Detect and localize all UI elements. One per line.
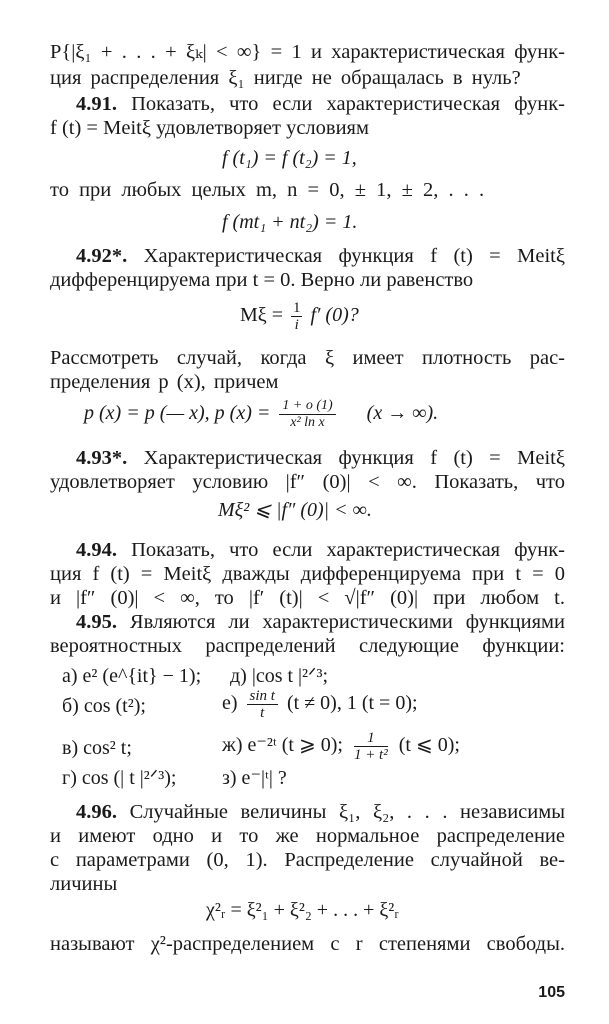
- problem-4-91-first-line: [76, 92, 565, 116]
- eq-rhs: f′ (0)?: [310, 304, 359, 327]
- text-line: Рассмотреть случай, когда ξ имеет плотность рас-: [50, 347, 565, 369]
- numerator: sin t: [247, 688, 278, 705]
- problem-4-92-first-line: [76, 244, 565, 268]
- option-e: [222, 688, 418, 721]
- problem-number: 4.94.: [76, 539, 117, 561]
- text-line: личины: [50, 873, 118, 895]
- fraction: [354, 730, 388, 763]
- text-line: ция f (t) = Meitξ дважды дифференцируема при t = 0: [50, 563, 565, 585]
- text-line: с параметрами (0, 1). Распределение случайной ве-: [50, 849, 565, 871]
- text-line: то при любых целых m, n = 0, ± 1, ± 2, . . .: [50, 179, 485, 201]
- text: Показать, что если характеристическая функ-: [131, 539, 565, 561]
- equation: [84, 398, 438, 431]
- equation: χ²ᵣ = ξ²₁ + ξ²₂ + . . . + ξ²ᵣ: [206, 899, 399, 921]
- denominator: x² ln x: [290, 415, 325, 430]
- page-number: 105: [538, 984, 565, 1001]
- text-line: P{|ξ₁ + . . . + ξₖ| < ∞} = 1 и характеристическая функ-: [50, 41, 565, 63]
- problem-4-96-first-line: [76, 800, 565, 824]
- text-line: называют χ²-распределением с r степенями свободы.: [50, 933, 565, 955]
- text: Показать, что если характеристическая функ-: [131, 93, 565, 115]
- option-z: з) e⁻|ᵗ| ?: [222, 767, 287, 789]
- text-line: удовлетворяет условию |f″ (0)| < ∞. Показать, что: [50, 471, 565, 493]
- text: Случайные величины ξ₁, ξ₂, . . . независимы: [129, 801, 565, 823]
- text: Характеристическая функция f (t) = Meitξ: [143, 447, 565, 469]
- fraction: [291, 300, 303, 333]
- option-rest: (t ≠ 0), 1 (t = 0);: [286, 692, 418, 715]
- problem-number: 4.93*.: [76, 447, 128, 469]
- numerator: 1: [292, 300, 301, 316]
- text-line: ция распределения ξ₁ нигде не обращалась в нуль?: [50, 67, 521, 89]
- problem-number: 4.95.: [76, 611, 117, 633]
- text: Являются ли характеристическими функциями: [129, 611, 565, 633]
- text-line: пределения p (x), причем: [50, 371, 279, 393]
- equation: f (mt₁ + nt₂) = 1.: [222, 211, 358, 233]
- problem-4-95-first-line: [76, 610, 565, 634]
- numerator: 1: [354, 730, 388, 747]
- text-line: и имеют одно и то же нормальное распределение: [50, 825, 565, 847]
- equation: f (t₁) = f (t₂) = 1,: [222, 147, 357, 169]
- option-b: б) cos (t²);: [62, 695, 146, 717]
- option-rest: (t ⩽ 0);: [398, 734, 460, 757]
- numerator: 1 + o (1): [279, 398, 335, 415]
- eq-rhs: (x → ∞).: [366, 402, 439, 425]
- text-line: дифференцируема при t = 0. Верно ли равенство: [50, 269, 474, 291]
- fraction: [247, 688, 278, 721]
- option-label: ж) e⁻²ᵗ (t ⩾ 0);: [222, 734, 343, 757]
- option-v: в) cos² t;: [62, 737, 132, 759]
- eq-lhs: p (x) = p (— x), p (x) =: [84, 402, 271, 425]
- text: Характеристическая функция f (t) = Meitξ: [143, 245, 565, 267]
- denominator: t: [260, 705, 265, 721]
- text-line: f (t) = Meitξ удовлетворяет условиям: [50, 117, 369, 139]
- problem-number: 4.92*.: [76, 245, 128, 267]
- text-line: вероятностных распределений следующие функции:: [50, 635, 565, 657]
- equation: Mξ² ⩽ |f″ (0)| < ∞.: [218, 499, 372, 521]
- problem-4-94-first-line: [76, 538, 565, 562]
- equation: [240, 300, 359, 333]
- problem-number: 4.96.: [76, 801, 117, 823]
- option-zh: [222, 730, 460, 763]
- denominator: 1 + t²: [353, 747, 388, 763]
- problem-4-93-first-line: [76, 446, 565, 470]
- option-label: е): [222, 692, 238, 715]
- problem-number: 4.91.: [76, 93, 117, 115]
- option-d: д) |cos t |²ᐟ³;: [230, 665, 329, 687]
- denominator: i: [294, 317, 299, 333]
- fraction: [279, 398, 335, 431]
- eq-lhs: Mξ =: [240, 304, 283, 327]
- option-a: а) e² (e^{it} − 1);: [62, 665, 202, 687]
- text-line: и |f″ (0)| < ∞, то |f′ (t)| < √|f″ (0)| при любом t.: [50, 587, 565, 609]
- option-g: г) cos (| t |²ᐟ³);: [62, 767, 177, 789]
